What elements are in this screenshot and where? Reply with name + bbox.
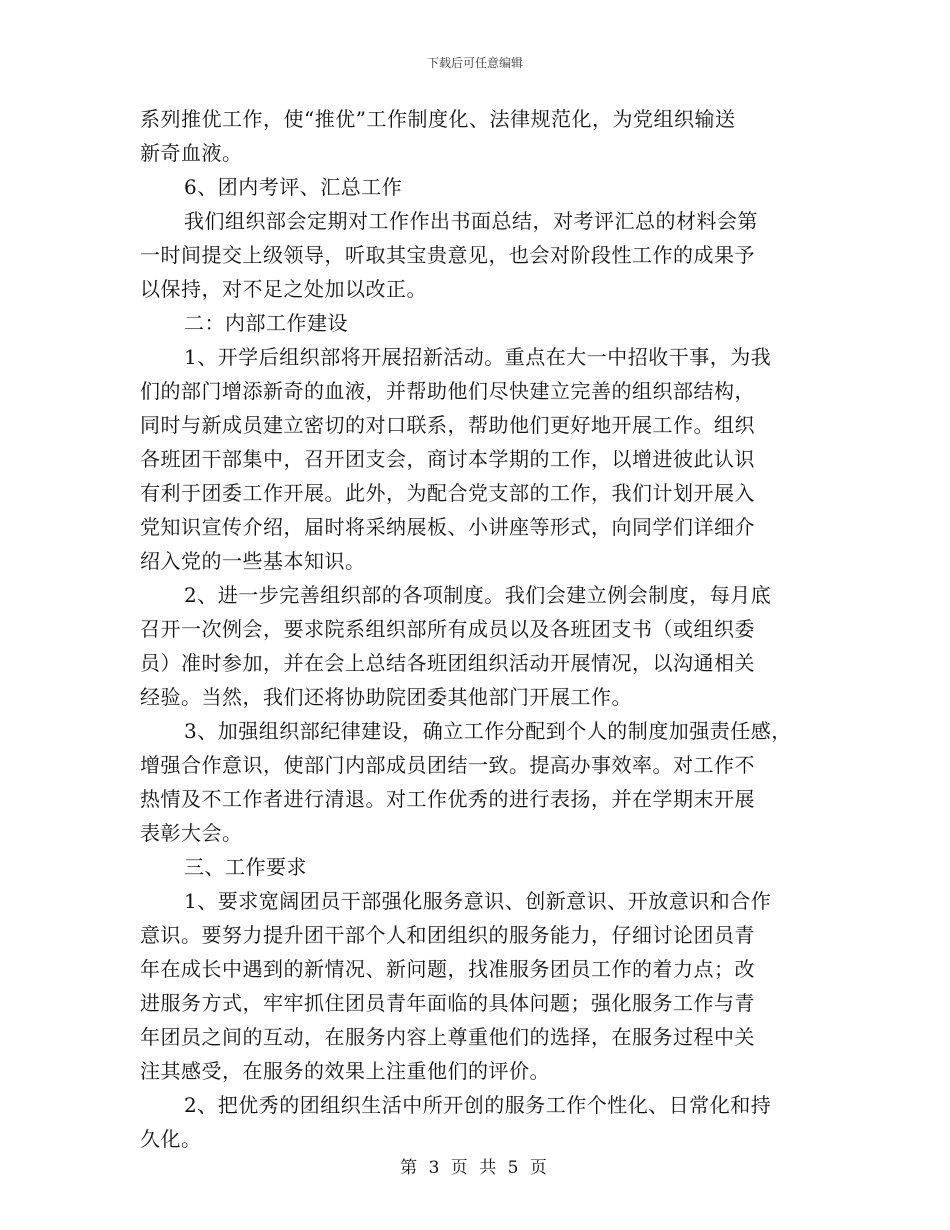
text-line: 进服务方式，牢牢抓住团员青年面临的具体问题；强化服务工作与青 (140, 991, 755, 1015)
text-line: 一时间提交上级领导，听取其宝贵意见，也会对阶段性工作的成果予 (140, 243, 755, 267)
header-note: 下载后可任意编辑 (426, 56, 523, 70)
text-line: 新奇血液。 (140, 141, 243, 165)
text-line: 召开一次例会，要求院系组织部所有成员以及各班团支书（或组织委 (140, 617, 755, 641)
text-line: 二：内部工作建设 (184, 311, 348, 335)
text-line: 员）准时参加，并在会上总结各班团组织活动开展情况，以沟通相关 (140, 651, 755, 675)
text-line: 有利于团委工作开展。此外，为配合党支部的工作，我们计划开展入 (140, 481, 755, 505)
text-line: 我们组织部会定期对工作作出书面总结，对考评汇总的材料会第 (184, 209, 758, 233)
text-line: 三、工作要求 (184, 855, 307, 879)
text-line: 经验。当然，我们还将协助院团委其他部门开展工作。 (140, 685, 632, 709)
text-line: 久化。 (140, 1127, 202, 1151)
text-line: 以保持，对不足之处加以改正。 (140, 277, 427, 301)
text-line: 绍入党的一些基本知识。 (140, 549, 366, 573)
text-line: 1、要求宽阔团员干部强化服务意识、创新意识、开放意识和合作 (184, 889, 772, 913)
text-line: 表彰大会。 (140, 821, 243, 845)
text-line: 增强合作意识，使部门内部成员团结一致。提高办事效率。对工作不 (140, 753, 755, 777)
text-line: 6、团内考评、汇总工作 (184, 175, 403, 199)
document-body (140, 102, 812, 1156)
text-line: 党知识宣传介绍，届时将采纳展板、小讲座等形式，向同学们详细介 (140, 515, 755, 539)
page-footer: 第 3 页 共 5 页 (400, 1158, 550, 1178)
text-line: 1、开学后组织部将开展招新活动。重点在大一中招收干事，为我 (184, 345, 772, 369)
text-line: 3、加强组织部纪律建设，确立工作分配到个人的制度加强责任感， (184, 719, 792, 743)
text-line: 热情及不工作者进行清退。对工作优秀的进行表扬，并在学期末开展 (140, 787, 755, 811)
text-line: 注其感受，在服务的效果上注重他们的评价。 (140, 1059, 550, 1083)
text-line: 各班团干部集中，召开团支会，商讨本学期的工作，以增进彼此认识 (140, 447, 755, 471)
text-line: 2、进一步完善组织部的各项制度。我们会建立例会制度，每月底 (184, 583, 772, 607)
text-line: 系列推优工作，使“推优”工作制度化、法律规范化，为党组织输送 (140, 107, 736, 131)
text-line: 同时与新成员建立密切的对口联系，帮助他们更好地开展工作。组织 (140, 413, 755, 437)
text-line: 意识。要努力提升团干部个人和团组织的服务能力，仔细讨论团员青 (140, 923, 755, 947)
text-line: 们的部门增添新奇的血液，并帮助他们尽快建立完善的组织部结构， (140, 379, 755, 403)
text-line: 年团员之间的互动，在服务内容上尊重他们的选择，在服务过程中关 (140, 1025, 755, 1049)
text-line: 年在成长中遇到的新情况、新问题，找准服务团员工作的着力点；改 (140, 957, 755, 981)
text-line: 2、把优秀的团组织生活中所开创的服务工作个性化、日常化和持 (184, 1093, 772, 1117)
